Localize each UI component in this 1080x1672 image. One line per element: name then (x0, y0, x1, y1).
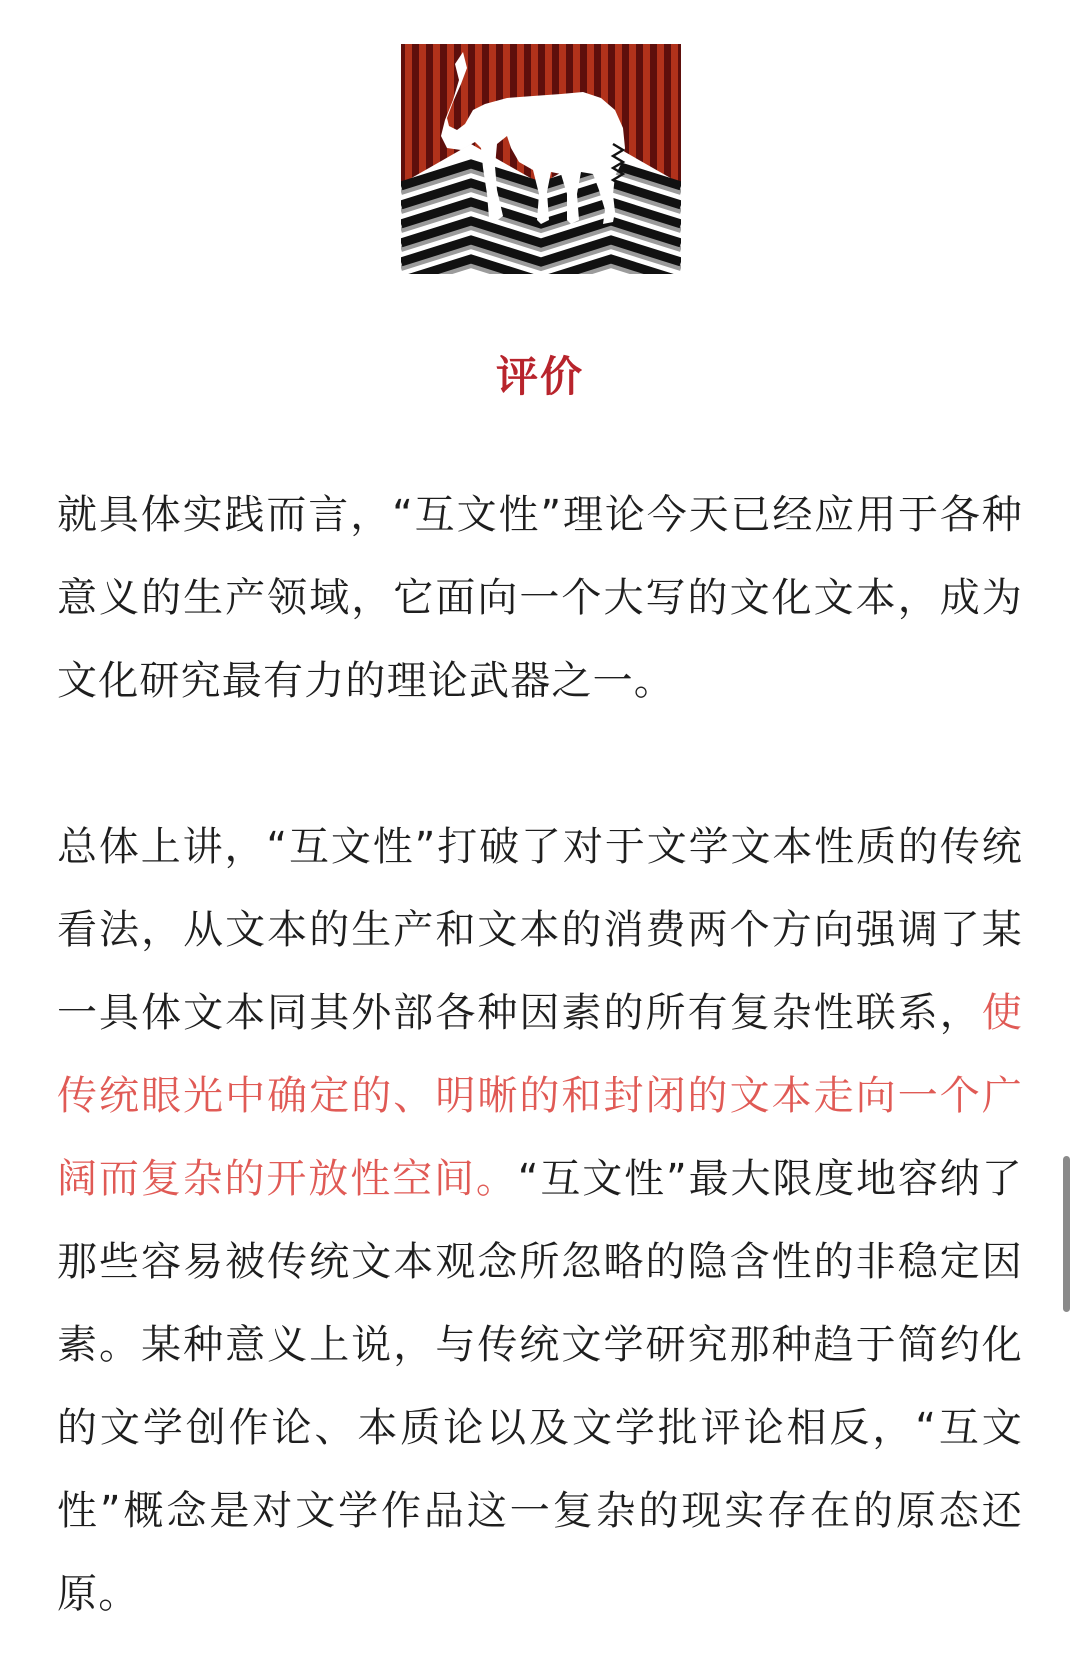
paragraph-summary-part2: “互文性”最大限度地容纳了那些容易被传统文本观念所忽略的隐含性的非稳定因素。某种意义上说，与传统文学研究那种趋于简约化的文学创作论、本质论以及文学批评论相反，“互文性”概念是对文学作品这一复杂的现实存在的原态还原。 (57, 1156, 1023, 1617)
paragraph-summary-part1: 总体上讲，“互文性”打破了对于文学文本性质的传统看法，从文本的生产和文本的消费两个方向强调了某一具体文本同其外部各种因素的所有复杂性联系， (57, 824, 1023, 1036)
paragraph-application: 就具体实践而言，“互文性”理论今天已经应用于各种意义的生产领域，它面向一个大写的文化文本，成为文化研究最有力的理论武器之一。 (57, 492, 1023, 704)
section-title: 评价 (495, 351, 584, 401)
hero-illustration (401, 44, 681, 274)
scrollbar-thumb[interactable] (1063, 1156, 1070, 1312)
horse-curtain-zigzag-image (401, 44, 681, 274)
highlighted-sentence: 使传统眼光中确定的、明晰的和封闭的文本走向一个广阔而复杂的开放性空间。 (57, 990, 1023, 1202)
paragraph-summary (57, 806, 1023, 1636)
